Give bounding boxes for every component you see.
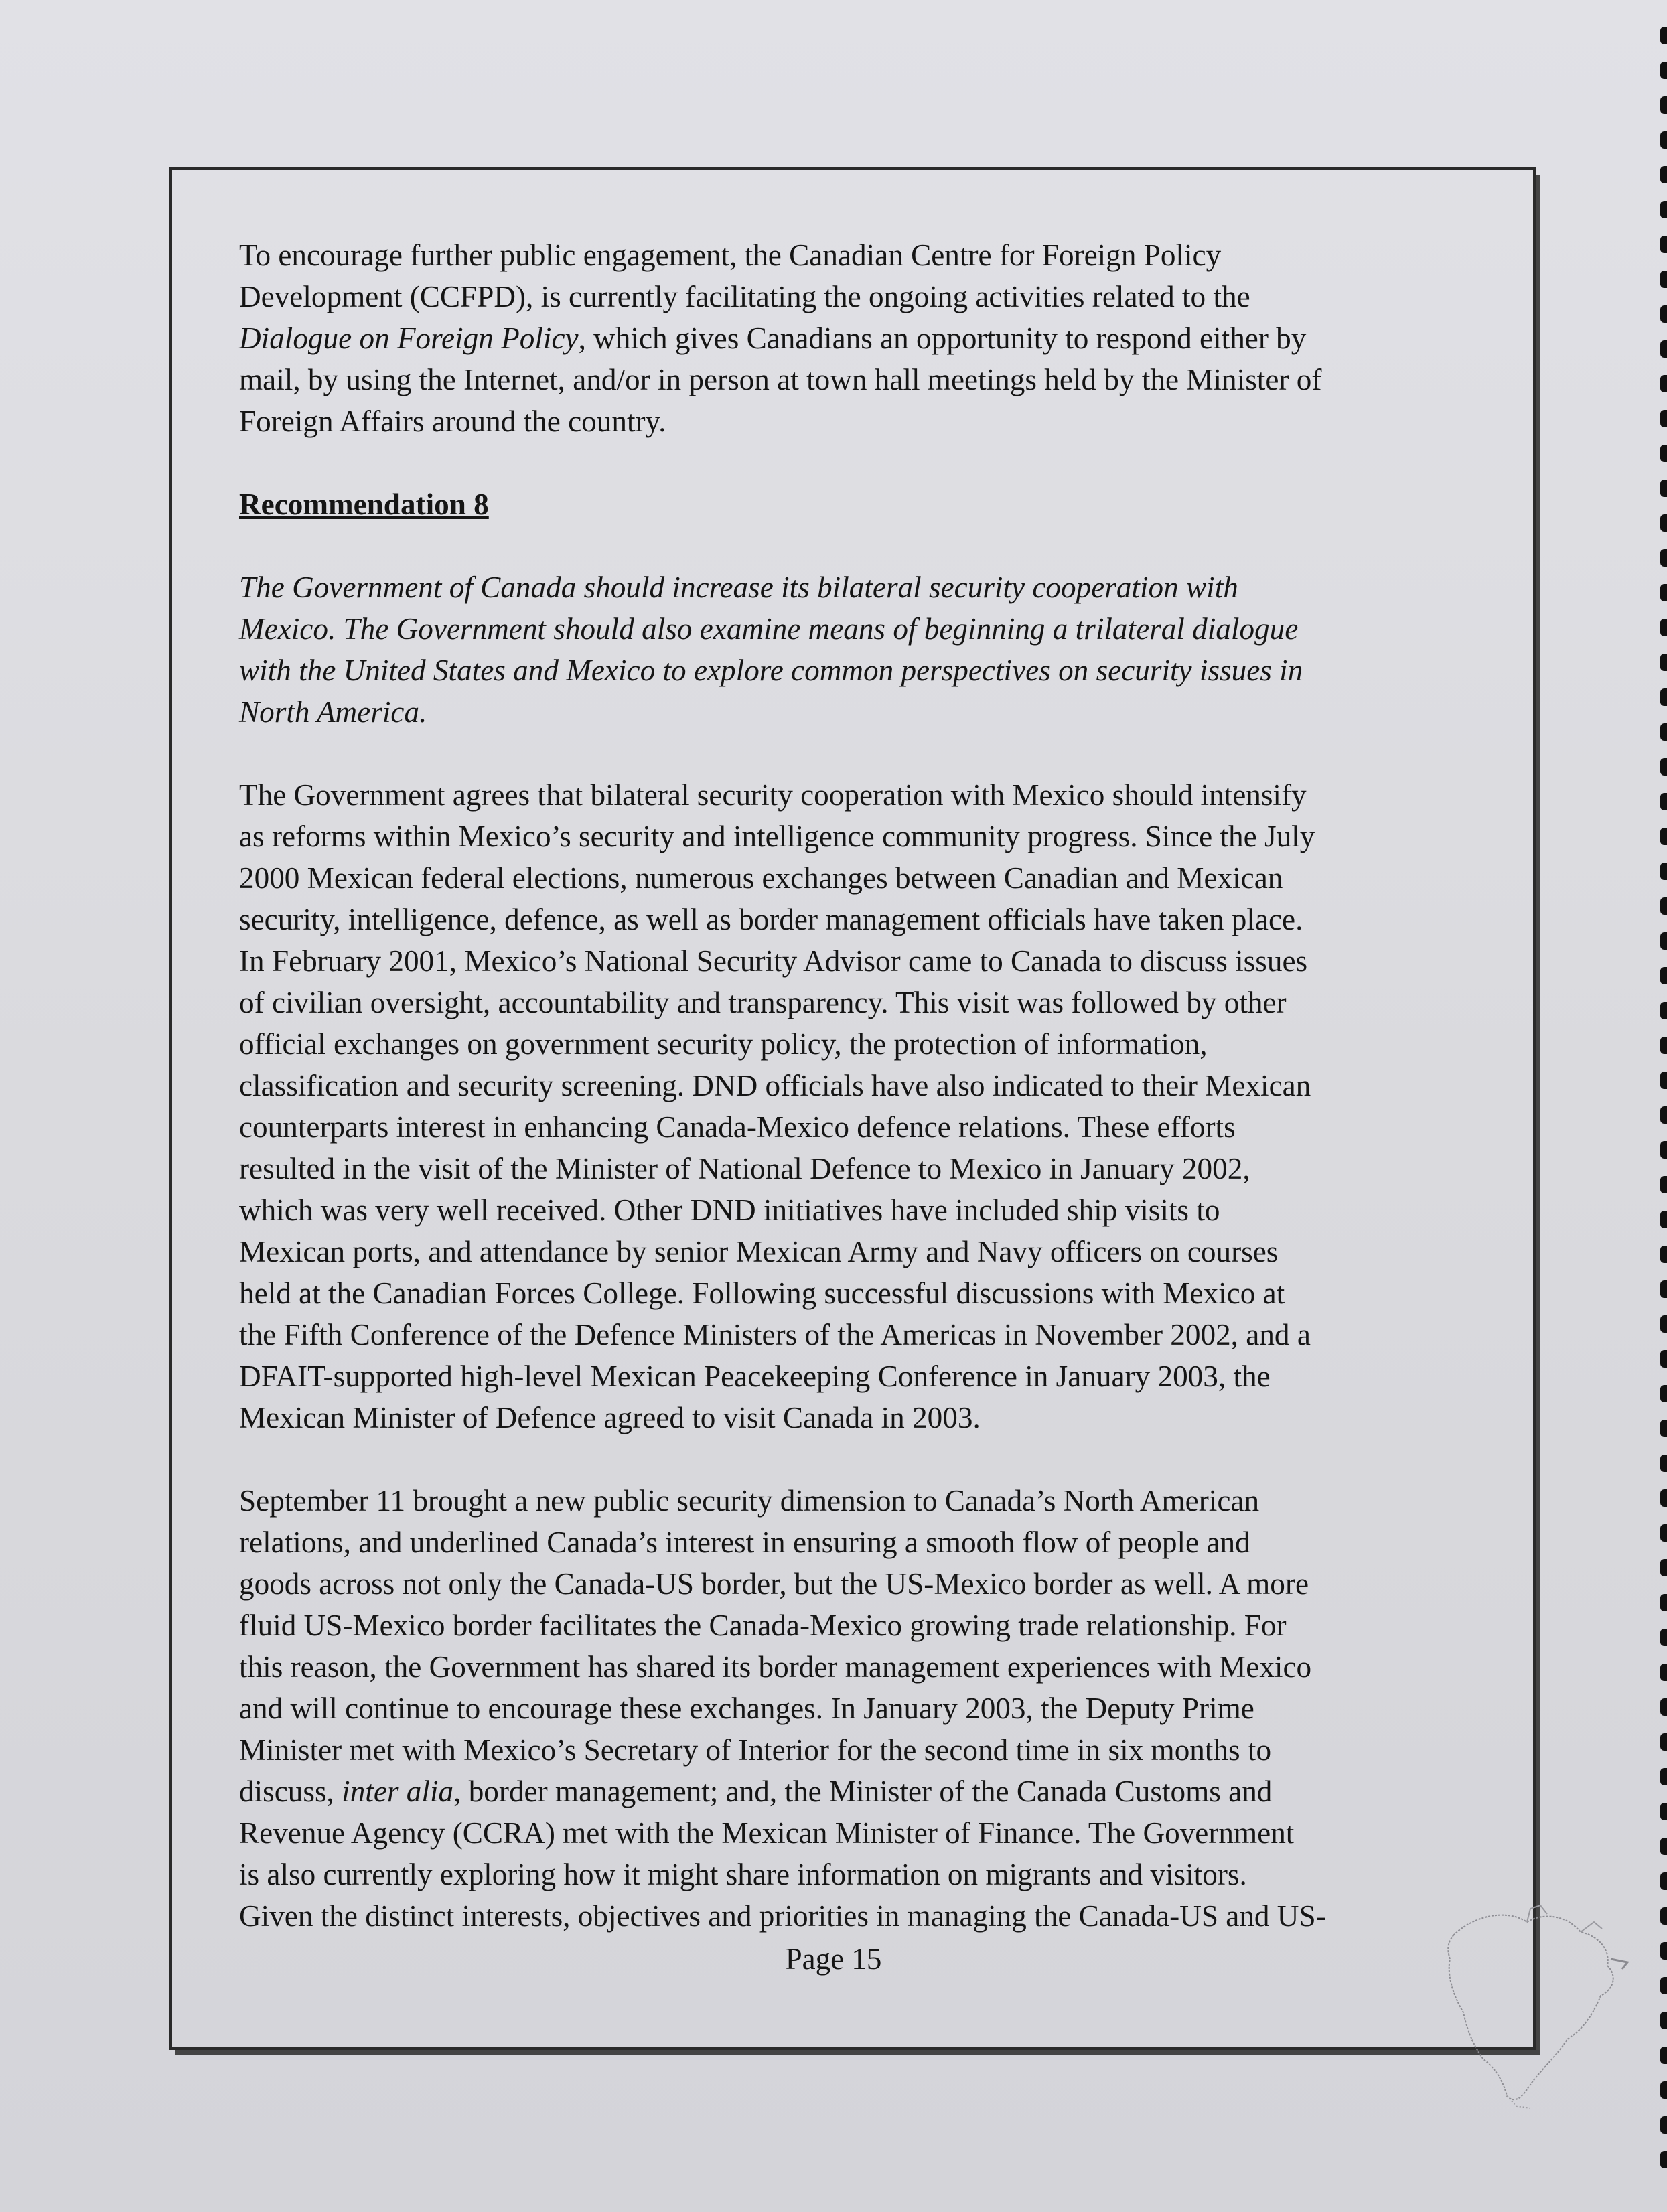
text-line: September 11 brought a new public security dimension to Canada’s North American [239, 1484, 1260, 1518]
binding-hole [1660, 1385, 1667, 1402]
text-line: the Fifth Conference of the Defence Ministers of the Americas in November 2002, and a [239, 1318, 1311, 1351]
text-line: mail, by using the Internet, and/or in person at town hall meetings held by the Minister of [239, 363, 1322, 396]
binding-hole [1660, 758, 1667, 776]
binding-hole [1660, 410, 1667, 427]
text-line: this reason, the Government has shared its border management experiences with Mexico [239, 1650, 1312, 1684]
spiral-binding [1654, 27, 1667, 2183]
binding-hole [1660, 1211, 1667, 1228]
binding-hole [1660, 2012, 1667, 2029]
binding-hole [1660, 1141, 1667, 1159]
text-line: Revenue Agency (CCRA) met with the Mexican Minister of Finance. The Government [239, 1816, 1295, 1850]
binding-hole [1660, 236, 1667, 253]
text-line: and will continue to encourage these exchanges. In January 2003, the Deputy Prime [239, 1692, 1254, 1725]
text-line: security, intelligence, defence, as well as border management officials have taken place. [239, 903, 1303, 936]
binding-hole [1660, 27, 1667, 44]
binding-hole [1660, 584, 1667, 601]
binding-hole [1660, 723, 1667, 741]
binding-hole [1660, 1072, 1667, 1089]
binding-hole [1660, 619, 1667, 636]
text-line: Dialogue on Foreign Policy, which gives Canadians an opportunity to respond either by [239, 321, 1307, 355]
binding-hole [1660, 271, 1667, 288]
binding-hole [1660, 480, 1667, 497]
intro-paragraph [239, 234, 1471, 442]
text-line: In February 2001, Mexico’s National Security Advisor came to Canada to discuss issues [239, 944, 1308, 978]
text-line: The Government of Canada should increase its bilateral security cooperation with [239, 571, 1238, 604]
text-line: relations, and underlined Canada’s interest in ensuring a smooth flow of people and [239, 1526, 1250, 1559]
binding-hole [1660, 2151, 1667, 2168]
text-line: as reforms within Mexico’s security and intelligence community progress. Since the July [239, 820, 1315, 853]
page-number: Page 15 [785, 1942, 882, 1976]
recommendation-text [239, 567, 1471, 733]
text-line: counterparts interest in enhancing Canada-Mexico defence relations. These efforts [239, 1110, 1236, 1144]
binding-hole [1660, 375, 1667, 392]
binding-hole [1660, 1315, 1667, 1333]
binding-hole [1660, 1803, 1667, 1820]
binding-hole [1660, 1037, 1667, 1054]
text-line: The Government agrees that bilateral security cooperation with Mexico should intensify [239, 778, 1307, 812]
binding-hole [1660, 2116, 1667, 2134]
binding-hole [1660, 1002, 1667, 1019]
text-line: goods across not only the Canada-US border, but the US-Mexico border as well. A more [239, 1567, 1309, 1601]
text-line: discuss, inter alia, border management; and, the Minister of the Canada Customs and [239, 1775, 1273, 1808]
text-line: To encourage further public engagement, the Canadian Centre for Foreign Policy [239, 238, 1222, 272]
binding-hole [1660, 1489, 1667, 1507]
binding-hole [1660, 1907, 1667, 1925]
binding-hole [1660, 62, 1667, 79]
binding-hole [1660, 1176, 1667, 1193]
text-line: fluid US-Mexico border facilitates the Canada-Mexico growing trade relationship. For [239, 1609, 1287, 1642]
text-line: Mexican ports, and attendance by senior Mexican Army and Navy officers on courses [239, 1235, 1279, 1268]
binding-hole [1660, 166, 1667, 183]
recommendation-heading: Recommendation 8 [239, 488, 489, 521]
inter-alia-phrase: inter alia [342, 1775, 454, 1808]
binding-hole [1660, 967, 1667, 984]
text-line: official exchanges on government security policy, the protection of information, [239, 1027, 1208, 1061]
binding-hole [1660, 828, 1667, 845]
binding-hole [1660, 1838, 1667, 1855]
binding-hole [1660, 1664, 1667, 1681]
binding-hole [1660, 1698, 1667, 1716]
response-paragraph-2 [239, 1480, 1471, 1937]
binding-hole [1660, 201, 1667, 218]
binding-hole [1660, 1246, 1667, 1263]
text-line: Mexico. The Government should also examine means of beginning a trilateral dialogue [239, 612, 1299, 646]
binding-hole [1660, 1872, 1667, 1890]
document-body [239, 234, 1471, 1937]
binding-hole [1660, 514, 1667, 532]
binding-hole [1660, 897, 1667, 915]
binding-hole [1660, 654, 1667, 671]
text-line: North America. [239, 695, 427, 729]
binding-hole [1660, 1559, 1667, 1576]
binding-hole [1660, 1629, 1667, 1646]
binding-hole [1660, 1455, 1667, 1472]
text-line: resulted in the visit of the Minister of National Defence to Mexico in January 2002, [239, 1152, 1250, 1185]
binding-hole [1660, 1280, 1667, 1298]
binding-hole [1660, 688, 1667, 706]
binding-hole [1660, 340, 1667, 358]
text-line: Minister met with Mexico’s Secretary of Interior for the second time in six months to [239, 1733, 1272, 1767]
binding-hole [1660, 305, 1667, 323]
binding-hole [1660, 131, 1667, 149]
binding-hole [1660, 1594, 1667, 1611]
text-line: of civilian oversight, accountability and transparency. This visit was followed by other [239, 986, 1287, 1019]
binding-hole [1660, 1106, 1667, 1124]
binding-hole [1660, 96, 1667, 114]
binding-hole [1660, 2047, 1667, 2064]
text-line: 2000 Mexican federal elections, numerous exchanges between Canadian and Mexican [239, 861, 1283, 895]
text-line: Given the distinct interests, objectives and priorities in managing the Canada-US and US- [239, 1899, 1326, 1933]
text-line: Development (CCFPD), is currently facilitating the ongoing activities related to the [239, 280, 1250, 313]
binding-hole [1660, 1350, 1667, 1368]
binding-hole [1660, 1768, 1667, 1785]
binding-hole [1660, 1420, 1667, 1437]
text-line: classification and security screening. DND officials have also indicated to their Mexican [239, 1069, 1311, 1102]
binding-hole [1660, 2081, 1667, 2099]
binding-hole [1660, 863, 1667, 880]
text-line: is also currently exploring how it might share information on migrants and visitors. [239, 1858, 1247, 1891]
binding-hole [1660, 549, 1667, 567]
text-line: Foreign Affairs around the country. [239, 404, 666, 438]
dialogue-title: Dialogue on Foreign Policy [239, 321, 579, 355]
text-line: which was very well received. Other DND initiatives have included ship visits to [239, 1193, 1220, 1227]
binding-hole [1660, 1524, 1667, 1542]
text-line: held at the Canadian Forces College. Following successful discussions with Mexico at [239, 1276, 1285, 1310]
text-line: DFAIT-supported high-level Mexican Peacekeeping Conference in January 2003, the [239, 1359, 1271, 1393]
north-america-map-watermark [1427, 1895, 1641, 2116]
binding-hole [1660, 793, 1667, 810]
binding-hole [1660, 445, 1667, 462]
binding-hole [1660, 1733, 1667, 1751]
text-line: with the United States and Mexico to explore common perspectives on security issues in [239, 654, 1303, 687]
binding-hole [1660, 1977, 1667, 1994]
text-line: Mexican Minister of Defence agreed to visit Canada in 2003. [239, 1401, 981, 1434]
binding-hole [1660, 932, 1667, 950]
response-paragraph-1 [239, 774, 1471, 1439]
